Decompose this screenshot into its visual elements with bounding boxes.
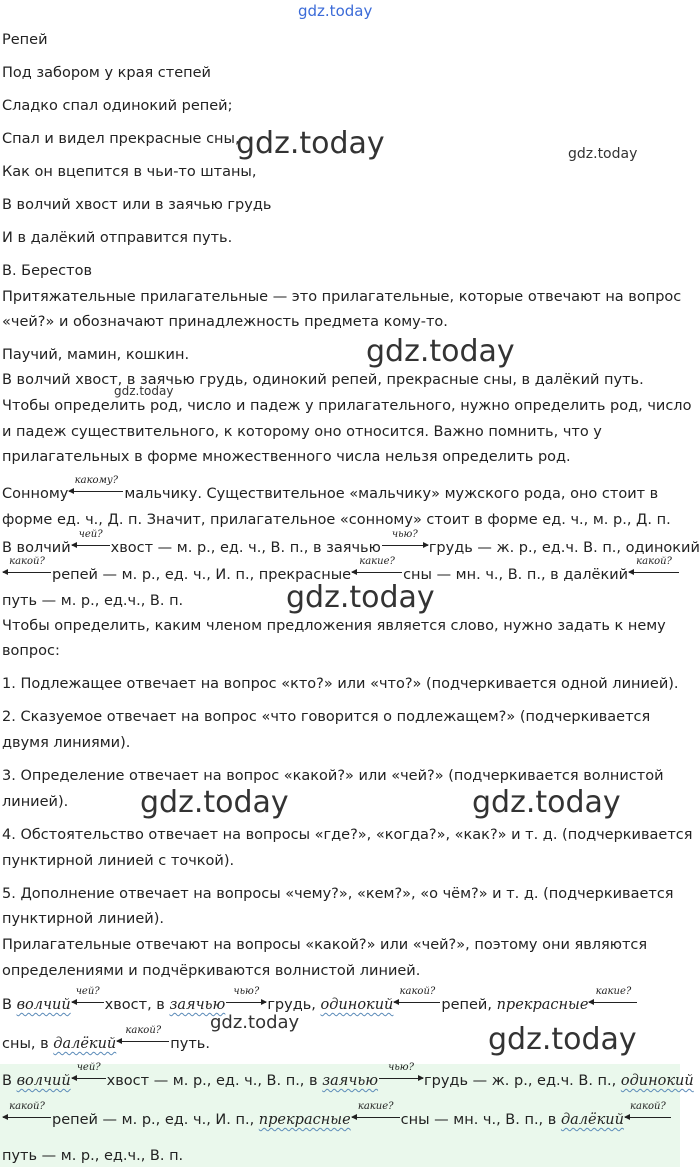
analysis-text: сны — мн. ч., В. п., в далёкий	[403, 567, 629, 583]
question-label: чью?	[391, 529, 418, 540]
parsed-text: хвост, в	[104, 997, 165, 1013]
poem-line: Сладко спал одинокий репей;	[2, 98, 233, 114]
question-label: какому?	[74, 475, 119, 486]
theory-text: Притяжательные прилагательные — это прилагательные, которые отвечают на вопрос	[2, 289, 682, 305]
members-text: 4. Обстоятельство отвечает на вопросы «где?», «когда?», «как?» и т. д. (подчеркивается	[2, 827, 693, 843]
parsed-text: репей,	[441, 997, 492, 1013]
parsed-text: В	[2, 997, 12, 1013]
question-arrow	[589, 986, 637, 1009]
poem-line: В волчий хвост или в заячью грудь	[2, 197, 272, 213]
question-label: какие?	[359, 556, 395, 567]
final-text: грудь — ж. р., ед.ч. В. п.,	[424, 1073, 617, 1089]
question-arrow	[382, 529, 428, 552]
watermark: gdz.today	[114, 384, 174, 398]
question-label: чью?	[233, 986, 260, 997]
question-label: чей?	[75, 986, 100, 997]
final-text: В	[2, 1073, 12, 1089]
analysis-text: хвост — м. р., ед. ч., В. п., в заячью	[110, 540, 381, 556]
poem-line: Спал и видел прекрасные сны,	[2, 131, 240, 147]
example-text: мальчику. Существительное «мальчику» мужского рода, оно стоит в	[124, 486, 659, 502]
question-arrow	[72, 529, 110, 552]
question-label: какой?	[399, 986, 436, 997]
question-label: какой?	[636, 556, 672, 567]
site-name-header[interactable]: gdz.today	[298, 2, 373, 20]
definition-word: далёкий	[53, 1036, 117, 1052]
poem-line: Как он вцепится в чьи-то штаны,	[2, 164, 257, 180]
analysis-text: В волчий	[2, 540, 71, 556]
question-arrow	[226, 986, 266, 1009]
theory-text: Чтобы определить род, число и падеж у прилагательного, нужно определить род, число	[2, 398, 692, 414]
analysis-line	[2, 529, 700, 558]
definition-word: далёкий	[560, 1112, 624, 1128]
question-label: какой?	[125, 1025, 162, 1036]
question-label: чью?	[388, 1062, 414, 1073]
question-label: какой?	[630, 1101, 666, 1112]
definition-word: волчий	[16, 1073, 71, 1089]
question-label: чей?	[76, 1062, 101, 1073]
theory-text: прилагательных в форме множественного числа нельзя определить род.	[2, 449, 571, 465]
members-text: вопрос:	[2, 643, 60, 659]
definition-word: волчий	[16, 997, 71, 1013]
question-arrow	[379, 1062, 423, 1085]
definition-word: прекрасные	[496, 997, 589, 1013]
definition-word: одинокий	[620, 1073, 694, 1089]
theory-text: и падеж существительного, к которому оно относится. Важно помнить, что у	[2, 424, 602, 440]
poem-line: Под забором у края степей	[2, 65, 211, 81]
final-line: путь — м. р., ед.ч., В. п.	[2, 1148, 184, 1164]
watermark: gdz.today	[140, 785, 289, 820]
members-text: Прилагательные отвечают на вопросы «какой?» или «чей?», поэтому они являются	[2, 937, 648, 953]
final-text: сны — мн. ч., В. п., в	[400, 1112, 557, 1128]
question-arrow	[352, 1101, 400, 1124]
question-arrow	[72, 986, 104, 1009]
poem-title: Репей	[2, 32, 48, 48]
parsed-line	[2, 986, 638, 1015]
parsed-text: путь.	[170, 1036, 210, 1052]
question-arrow	[3, 556, 51, 579]
final-text: хвост — м. р., ед. ч., В. п., в	[106, 1073, 318, 1089]
definition-word: заячью	[322, 1073, 379, 1089]
members-text: определениями и подчёркиваются волнистой линией.	[2, 963, 421, 979]
members-text: 5. Дополнение отвечает на вопросы «чему?», «кем?», «о чём?» и т. д. (подчеркивается	[2, 886, 674, 902]
question-arrow	[352, 556, 402, 579]
question-arrow	[117, 1025, 169, 1048]
theory-text: Паучий, мамин, кошкин.	[2, 347, 190, 363]
analysis-text: грудь — ж. р., ед.ч. В. п., одинокий	[428, 540, 700, 556]
watermark: gdz.today	[568, 146, 638, 162]
watermark: gdz.today	[286, 580, 435, 615]
parsed-line	[2, 1025, 210, 1054]
definition-word: прекрасные	[258, 1112, 351, 1128]
members-text: пунктирной линией с точкой).	[2, 853, 235, 869]
example-word: Сонному	[2, 486, 69, 502]
watermark: gdz.today	[488, 1022, 637, 1057]
question-arrow	[394, 986, 440, 1009]
question-arrow	[3, 1101, 51, 1124]
parsed-text: грудь,	[267, 997, 316, 1013]
watermark: gdz.today	[236, 126, 385, 161]
parsed-text: сны, в	[2, 1036, 49, 1052]
example-line	[2, 475, 659, 504]
question-label: какие?	[595, 986, 632, 997]
final-line	[2, 1101, 672, 1130]
definition-word: заячью	[169, 997, 226, 1013]
question-arrow	[625, 1101, 671, 1124]
definition-word: одинокий	[320, 997, 394, 1013]
question-arrow	[629, 556, 679, 579]
example-line: форме ед. ч., Д. п. Значит, прилагательное «сонному» стоит в форме ед. ч., м. р., Д. п.	[2, 512, 671, 528]
question-arrow	[72, 1062, 106, 1085]
question-label: какие?	[357, 1101, 394, 1112]
watermark: gdz.today	[472, 785, 621, 820]
final-text: репей — м. р., ед. ч., И. п.,	[52, 1112, 255, 1128]
poem-line: И в далёкий отправится путь.	[2, 230, 233, 246]
members-text: 1. Подлежащее отвечает на вопрос «кто?» или «что?» (подчеркивается одной линией).	[2, 676, 679, 692]
question-arrow	[69, 475, 123, 498]
analysis-line: путь — м. р., ед.ч., В. п.	[2, 593, 184, 609]
members-text: пунктирной линией).	[2, 911, 164, 927]
analysis-text: репей — м. р., ед. ч., И. п., прекрасные	[52, 567, 352, 583]
members-text: 3. Определение отвечает на вопрос «какой?» или «чей?» (подчеркивается волнистой	[2, 768, 664, 784]
members-text: двумя линиями).	[2, 735, 131, 751]
question-label: чей?	[78, 529, 103, 540]
theory-text: «чей?» и обозначают принадлежность предмета кому-то.	[2, 314, 448, 330]
watermark: gdz.today	[210, 1012, 300, 1033]
question-label: какой?	[9, 1101, 45, 1112]
members-text: 2. Сказуемое отвечает на вопрос «что говорится о подлежащем?» (подчеркивается	[2, 709, 651, 725]
question-label: какой?	[9, 556, 45, 567]
final-line	[2, 1062, 694, 1091]
members-text: Чтобы определить, каким членом предложения является слово, нужно задать к нему	[2, 618, 666, 634]
poem-author: В. Берестов	[2, 263, 92, 279]
watermark: gdz.today	[366, 334, 515, 369]
members-text: линией).	[2, 794, 69, 810]
theory-text: В волчий хвост, в заячью грудь, одинокий репей, прекрасные сны, в далёкий путь.	[2, 372, 644, 388]
